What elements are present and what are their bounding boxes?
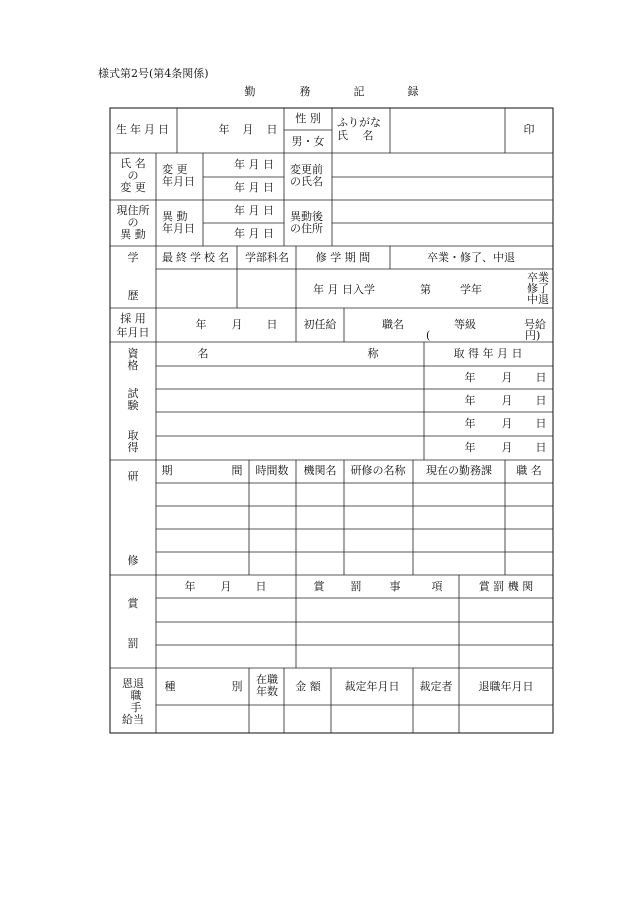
qual-row1-month: 月 — [501, 371, 513, 384]
name-change-date-label-1: 変 更 — [162, 163, 188, 176]
salary-grade-label: 等級 — [454, 318, 476, 331]
awards-day-header: 日 — [255, 580, 267, 593]
retirement-date-header: 退職年月日 — [478, 680, 534, 693]
training-course-header: 研修の名称 — [350, 464, 406, 477]
qual-row1-day: 日 — [535, 371, 547, 384]
first-salary-label: 初任給 — [303, 318, 337, 331]
hire-day-unit: 日 — [266, 318, 278, 331]
qualification-label-4: 験 — [127, 399, 139, 412]
qual-row4-month: 月 — [501, 441, 513, 454]
name-change-label-2: の — [127, 169, 139, 182]
training-period-header-b: 間 — [231, 464, 243, 477]
awards-matter-header-1: 賞 — [313, 580, 325, 593]
pension-label-2: 職 — [130, 689, 142, 702]
hire-date-label-1: 採 用 — [120, 312, 146, 325]
decision-date-header: 裁定年月日 — [344, 680, 400, 693]
new-address-label-1: 異動後 — [290, 210, 323, 223]
grade-suffix: 学年 — [460, 283, 482, 296]
awards-matter-header-2: 罰 — [350, 580, 362, 593]
qual-row2-year: 年 — [464, 394, 476, 407]
salary-amount-close: 円) — [525, 329, 541, 342]
awards-label-top: 賞 — [127, 597, 139, 610]
awards-matter-header-3: 事 — [389, 580, 401, 593]
acquisition-date-header: 取 得 年 月 日 — [453, 347, 523, 360]
name-change-label-3: 変 更 — [120, 181, 146, 194]
address-change-date-label-2: 年月日 — [162, 222, 195, 235]
qualification-label-6: 得 — [127, 441, 139, 454]
qualification-label-3: 試 — [127, 387, 139, 400]
qualification-name-header-a: 名 — [197, 347, 209, 360]
awards-matter-header-4: 項 — [431, 580, 443, 593]
training-label-top: 研 — [127, 470, 139, 483]
name-label: 氏 名 — [337, 129, 374, 142]
birth-year-unit: 年 — [218, 123, 230, 136]
hire-year-unit: 年 — [195, 318, 207, 331]
pension-label-1: 恩退 — [122, 677, 144, 690]
qual-row2-day: 日 — [535, 394, 547, 407]
pension-label-4: 給当 — [122, 713, 144, 726]
sex-options: 男・女 — [291, 135, 325, 148]
pension-label-3: 手 — [130, 701, 142, 714]
amount-header: 金 額 — [295, 680, 321, 693]
qualification-label-2: 格 — [127, 359, 139, 372]
qual-row1-year: 年 — [464, 371, 476, 384]
qual-row3-month: 月 — [501, 417, 513, 430]
awards-label-bottom: 罰 — [127, 637, 139, 650]
status-completed: 修了 — [527, 282, 549, 295]
awards-month-header: 月 — [220, 580, 232, 593]
title-char-4: 録 — [407, 85, 419, 98]
decider-header: 裁定者 — [419, 680, 453, 693]
job-title-header: 職 名 — [516, 464, 542, 477]
title-char-2: 務 — [299, 85, 311, 98]
name-change-date-2: 年 月 日 — [234, 181, 274, 194]
service-years-header-1: 在職 — [256, 673, 278, 686]
study-period-header: 修 学 期 間 — [315, 251, 371, 264]
qualification-label-1: 資 — [127, 347, 139, 360]
qual-row2-month: 月 — [501, 394, 513, 407]
awards-agency-header: 賞 罰 機 関 — [478, 580, 534, 593]
education-label-top: 学 — [127, 251, 139, 264]
form-number-header: 様式第2号(第4条関係) — [98, 67, 209, 80]
address-change-label-3: 異 動 — [120, 228, 146, 241]
furigana-label: ふりがな — [337, 116, 381, 129]
birth-day-unit: 日 — [266, 123, 278, 136]
status-withdrawn: 中退 — [527, 293, 549, 306]
birth-date-label: 生年月日 — [116, 123, 172, 136]
address-change-label-1: 現住所 — [116, 204, 150, 217]
current-dept-header: 現在の勤務課 — [426, 464, 492, 477]
previous-name-label-2: の氏名 — [290, 175, 323, 188]
department-header: 学部科名 — [245, 251, 289, 264]
hire-date-label-2: 年月日 — [116, 326, 150, 339]
name-change-label-1: 氏 名 — [120, 157, 146, 170]
previous-name-label-1: 変更前 — [290, 163, 323, 176]
name-change-date-1: 年 月 日 — [234, 158, 274, 171]
training-label-bottom: 修 — [127, 554, 139, 567]
qualification-name-header-b: 称 — [367, 347, 379, 360]
qual-row4-year: 年 — [464, 441, 476, 454]
pension-type-header-b: 別 — [231, 680, 243, 693]
salary-amount-open: ( — [426, 329, 431, 342]
graduation-status-header: 卒業・修了、中退 — [427, 251, 515, 264]
hire-month-unit: 月 — [231, 318, 243, 331]
entry-date: 年 月 日入学 — [313, 283, 375, 296]
sex-label: 性 別 — [295, 112, 321, 125]
address-change-date-label-1: 異 動 — [162, 210, 188, 223]
address-change-label-2: の — [127, 216, 139, 229]
qualification-label-5: 取 — [127, 429, 139, 442]
education-label-bottom: 歴 — [127, 289, 139, 302]
name-change-date-label-2: 年月日 — [162, 175, 195, 188]
birth-month-unit: 月 — [242, 123, 254, 136]
new-address-label-2: の住所 — [290, 222, 323, 235]
seal-label: 印 — [523, 123, 535, 136]
status-graduated: 卒業 — [527, 271, 549, 284]
awards-year-header: 年 — [184, 580, 196, 593]
qual-row4-day: 日 — [535, 441, 547, 454]
training-hours-header: 時間数 — [255, 464, 289, 477]
qual-row3-day: 日 — [535, 417, 547, 430]
title-char-1: 勤 — [244, 85, 256, 98]
pension-type-header-a: 種 — [164, 680, 176, 693]
salary-step-label: 号給 — [524, 318, 546, 331]
service-years-header-2: 年数 — [256, 685, 278, 698]
school-name-header: 最終学校名 — [162, 251, 232, 264]
address-change-date-2: 年 月 日 — [234, 227, 274, 240]
grade-prefix: 第 — [420, 283, 431, 296]
title-char-3: 記 — [353, 85, 365, 98]
training-period-header-a: 期 — [161, 464, 173, 477]
address-change-date-1: 年 月 日 — [234, 204, 274, 217]
training-org-header: 機関名 — [303, 464, 337, 477]
qual-row3-year: 年 — [464, 417, 476, 430]
position-label: 職名 — [382, 318, 404, 331]
